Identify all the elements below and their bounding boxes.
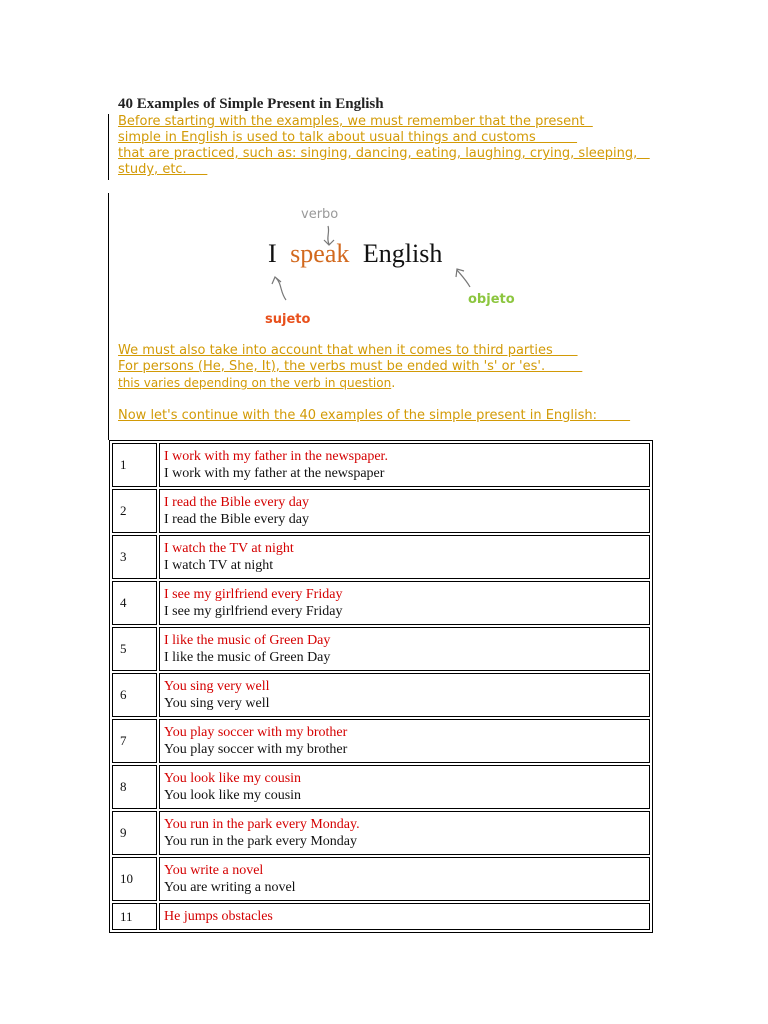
example-sentence-black: I like the music of Green Day bbox=[164, 650, 331, 665]
example-number: 7 bbox=[112, 719, 157, 763]
examples-body bbox=[112, 443, 650, 930]
example-text-cell bbox=[159, 673, 650, 717]
table-row bbox=[112, 719, 650, 763]
example-sentence-black: You run in the park every Monday bbox=[164, 834, 357, 849]
example-sentence-red: I see my girlfriend every Friday bbox=[164, 587, 343, 602]
example-number: 9 bbox=[112, 811, 157, 855]
example-number: 4 bbox=[112, 581, 157, 625]
example-number: 5 bbox=[112, 627, 157, 671]
sujeto-label: sujeto bbox=[265, 312, 311, 327]
example-text-cell bbox=[159, 535, 650, 579]
example-sentence-red: You look like my cousin bbox=[164, 771, 302, 786]
third-person-line: For persons (He, She, It), the verbs must be ended with 's' or 'es'. bbox=[118, 359, 583, 374]
example-text-cell bbox=[159, 811, 650, 855]
example-sentence-black: I see my girlfriend every Friday bbox=[164, 604, 343, 619]
example-text-cell bbox=[159, 489, 650, 533]
table-row bbox=[112, 489, 650, 533]
third-person-line: this varies depending on the verb in question bbox=[118, 376, 392, 390]
example-sentence-red: You play soccer with my brother bbox=[164, 725, 348, 740]
example-text-cell bbox=[159, 443, 650, 487]
example-number: 3 bbox=[112, 535, 157, 579]
example-sentence-red: I read the Bible every day bbox=[164, 495, 309, 510]
third-person-line: We must also take into account that when it comes to third parties bbox=[118, 343, 578, 358]
intro-line: Before starting with the examples, we must remember that the present bbox=[118, 114, 593, 129]
sentence-subject: I bbox=[268, 239, 277, 268]
sujeto-arrow-icon bbox=[272, 277, 286, 300]
table-row bbox=[112, 811, 650, 855]
table-row bbox=[112, 765, 650, 809]
example-sentence-black: You are writing a novel bbox=[164, 880, 296, 895]
sentence-object: English bbox=[362, 239, 443, 268]
left-margin-rule-2 bbox=[108, 193, 109, 440]
sentence-verb: speak bbox=[290, 239, 350, 268]
intro-paragraph bbox=[118, 114, 663, 178]
example-sentence-black: You look like my cousin bbox=[164, 788, 302, 803]
example-sentence-red: He jumps obstacles bbox=[164, 909, 273, 924]
example-text-cell bbox=[159, 903, 650, 930]
example-sentence-red: You write a novel bbox=[164, 863, 264, 878]
intro-line: study, etc. bbox=[118, 162, 208, 177]
sentence bbox=[268, 239, 442, 268]
example-number: 11 bbox=[112, 903, 157, 930]
example-text-cell bbox=[159, 857, 650, 901]
table-row bbox=[112, 857, 650, 901]
third-person-line-wrap bbox=[118, 375, 663, 392]
third-person-trailing: . bbox=[391, 376, 396, 391]
continue-paragraph bbox=[118, 408, 663, 424]
table-row bbox=[112, 673, 650, 717]
verbo-label: verbo bbox=[301, 207, 339, 222]
example-sentence-black: I watch TV at night bbox=[164, 558, 274, 573]
table-row bbox=[112, 581, 650, 625]
example-sentence-black: You play soccer with my brother bbox=[164, 742, 348, 757]
example-sentence-red: I work with my father in the newspaper. bbox=[164, 449, 388, 464]
example-sentence-black: You sing very well bbox=[164, 696, 270, 711]
example-number: 10 bbox=[112, 857, 157, 901]
objeto-label: objeto bbox=[468, 292, 515, 307]
continue-line: Now let's continue with the 40 examples of the simple present in English: bbox=[118, 408, 631, 423]
intro-line: simple in English is used to talk about usual things and customs bbox=[118, 130, 578, 145]
example-sentence-black: I work with my father at the newspaper bbox=[164, 466, 385, 481]
example-sentence-red: I like the music of Green Day bbox=[164, 633, 331, 648]
objeto-arrow-icon bbox=[456, 269, 470, 287]
example-number: 8 bbox=[112, 765, 157, 809]
example-number: 6 bbox=[112, 673, 157, 717]
page-title: 40 Examples of Simple Present in English bbox=[118, 96, 384, 112]
table-row bbox=[112, 903, 650, 930]
example-number: 1 bbox=[112, 443, 157, 487]
example-text-cell bbox=[159, 581, 650, 625]
third-person-paragraph bbox=[118, 343, 663, 392]
intro-line: that are practiced, such as: singing, dancing, eating, laughing, crying, sleeping, bbox=[118, 146, 650, 161]
example-number: 2 bbox=[112, 489, 157, 533]
example-sentence-red: You sing very well bbox=[164, 679, 270, 694]
table-row bbox=[112, 627, 650, 671]
example-sentence-red: You run in the park every Monday. bbox=[164, 817, 360, 832]
table-row bbox=[112, 443, 650, 487]
left-margin-rule bbox=[108, 114, 109, 180]
example-text-cell bbox=[159, 765, 650, 809]
sentence-diagram bbox=[250, 200, 540, 335]
examples-table bbox=[109, 440, 653, 933]
example-sentence-red: I watch the TV at night bbox=[164, 541, 294, 556]
example-text-cell bbox=[159, 627, 650, 671]
table-row bbox=[112, 535, 650, 579]
example-sentence-black: I read the Bible every day bbox=[164, 512, 309, 527]
example-text-cell bbox=[159, 719, 650, 763]
